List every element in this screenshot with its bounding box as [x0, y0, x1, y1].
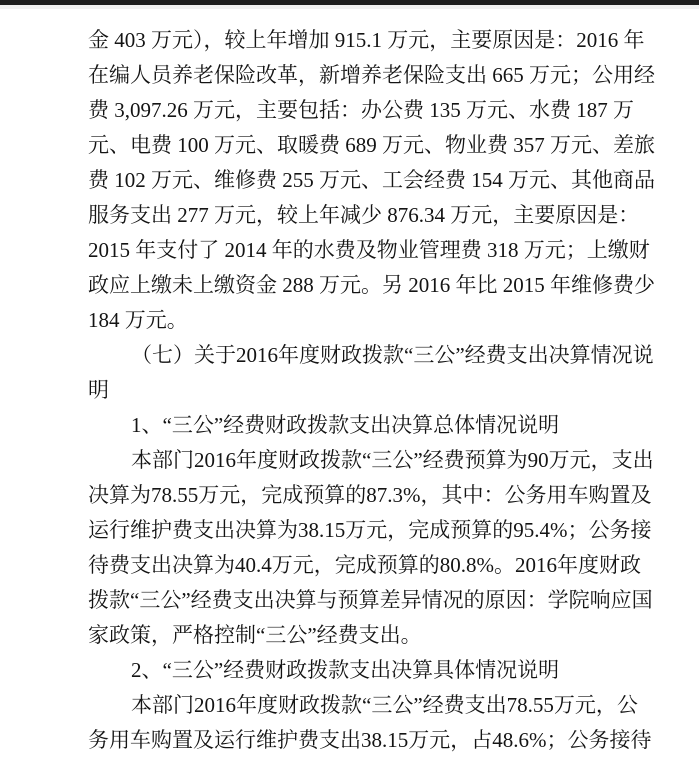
text-line: 运行维护费支出决算为38.15万元，完成预算的95.4%；公务接	[88, 518, 652, 542]
text-line: 服务支出 277 万元，较上年减少 876.34 万元，主要原因是：	[88, 203, 640, 227]
text-line: 金 403 万元），较上年增加 915.1 万元，主要原因是：2016 年	[88, 28, 645, 52]
text-line: 明	[88, 378, 109, 402]
text-line: 费 102 万元、维修费 255 万元、工会经费 154 万元、其他商品	[88, 168, 655, 192]
text-line: 元、电费 100 万元、取暖费 689 万元、物业费 357 万元、差旅	[88, 133, 655, 157]
text-line: 拨款“三公”经费支出决算与预算差异情况的原因：学院响应国	[88, 588, 653, 612]
text-line: 务用车购置及运行维护费支出38.15万元，占48.6%；公务接待	[88, 728, 652, 752]
document-page	[0, 9, 699, 758]
text-line: （七）关于2016年度财政拨款“三公”经费支出决算情况说	[131, 343, 654, 367]
text-line: 184 万元。	[88, 308, 188, 332]
text-line: 费 3,097.26 万元，主要包括：办公费 135 万元、水费 187 万	[88, 98, 634, 122]
text-line: 在编人员养老保险改革，新增养老保险支出 665 万元；公用经	[88, 63, 655, 87]
text-line: 本部门2016年度财政拨款“三公”经费预算为90万元，支出	[131, 448, 654, 472]
text-line: 待费支出决算为40.4万元，完成预算的80.8%。2016年度财政	[88, 553, 641, 577]
text-line: 2015 年支付了 2014 年的水费及物业管理费 318 万元；上缴财	[88, 238, 650, 262]
document-text-block	[88, 23, 655, 758]
text-line: 本部门2016年度财政拨款“三公”经费支出78.55万元，公	[131, 693, 638, 717]
text-line: 政应上缴未上缴资金 288 万元。另 2016 年比 2015 年维修费少	[88, 273, 655, 297]
text-line: 家政策，严格控制“三公”经费支出。	[88, 623, 422, 647]
text-line: 2、“三公”经费财政拨款支出决算具体情况说明	[131, 658, 560, 682]
text-line: 1、“三公”经费财政拨款支出决算总体情况说明	[131, 413, 560, 437]
text-line: 决算为78.55万元，完成预算的87.3%，其中：公务用车购置及	[88, 483, 652, 507]
